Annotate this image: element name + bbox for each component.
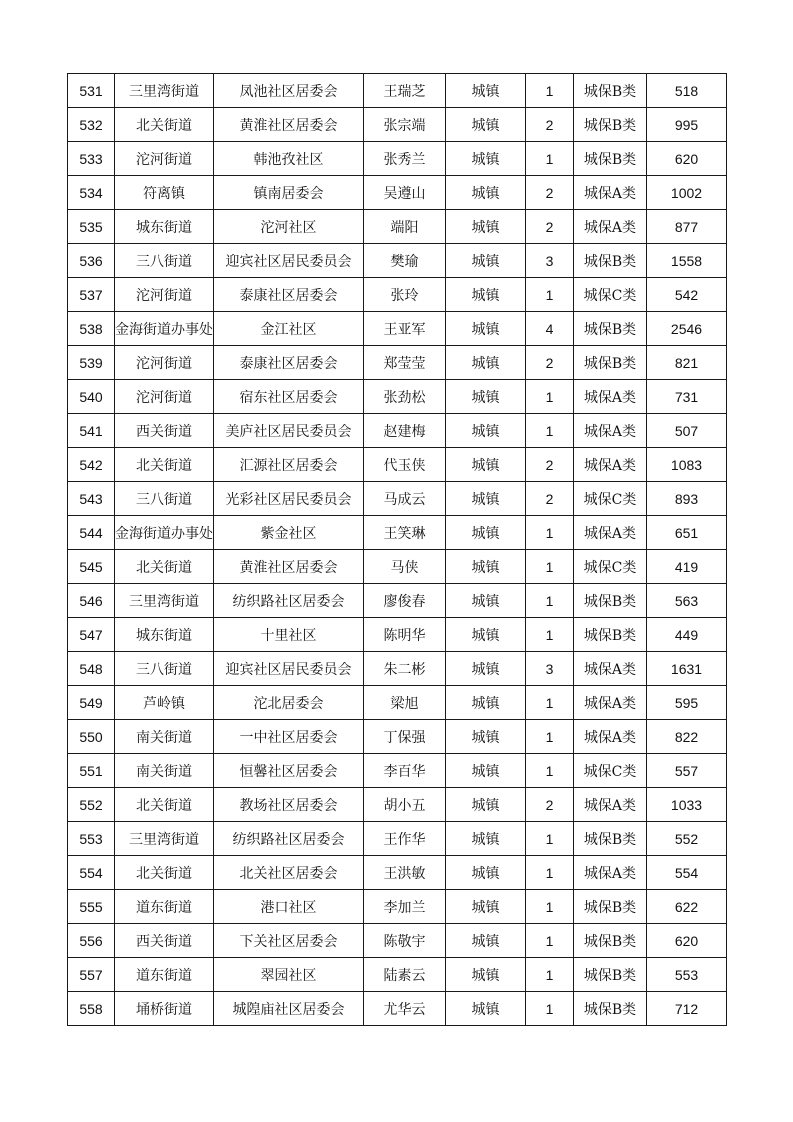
household-count-cell: 1: [526, 618, 574, 652]
table-row: [68, 992, 727, 1026]
amount-cell: 877: [647, 210, 727, 244]
insurance-category-cell: 城保C类: [574, 754, 647, 788]
insurance-category-cell: 城保A类: [574, 856, 647, 890]
row-number-cell: 539: [68, 346, 115, 380]
amount-cell: 622: [647, 890, 727, 924]
name-cell: 胡小五: [364, 788, 446, 822]
subdistrict-cell: 芦岭镇: [115, 686, 214, 720]
subdistrict-cell: 南关街道: [115, 720, 214, 754]
subdistrict-cell: 金海街道办事处: [115, 516, 214, 550]
insurance-category-cell: 城保B类: [574, 584, 647, 618]
household-count-cell: 2: [526, 482, 574, 516]
community-cell: 一中社区居委会: [214, 720, 364, 754]
area-type-cell: 城镇: [446, 414, 526, 448]
household-count-cell: 2: [526, 448, 574, 482]
table-row: [68, 550, 727, 584]
table-row: [68, 618, 727, 652]
community-cell: 港口社区: [214, 890, 364, 924]
community-cell: 纺织路社区居委会: [214, 584, 364, 618]
community-cell: 北关社区居委会: [214, 856, 364, 890]
household-count-cell: 1: [526, 890, 574, 924]
row-number-cell: 558: [68, 992, 115, 1026]
area-type-cell: 城镇: [446, 618, 526, 652]
subdistrict-cell: 北关街道: [115, 788, 214, 822]
area-type-cell: 城镇: [446, 584, 526, 618]
name-cell: 陈明华: [364, 618, 446, 652]
household-count-cell: 2: [526, 176, 574, 210]
community-cell: 沱北居委会: [214, 686, 364, 720]
table-row: [68, 74, 727, 108]
row-number-cell: 531: [68, 74, 115, 108]
table-row: [68, 720, 727, 754]
insurance-category-cell: 城保A类: [574, 448, 647, 482]
household-count-cell: 1: [526, 720, 574, 754]
area-type-cell: 城镇: [446, 108, 526, 142]
amount-cell: 419: [647, 550, 727, 584]
household-count-cell: 2: [526, 788, 574, 822]
name-cell: 代玉侠: [364, 448, 446, 482]
household-count-cell: 1: [526, 686, 574, 720]
insurance-category-cell: 城保C类: [574, 278, 647, 312]
insurance-category-cell: 城保A类: [574, 788, 647, 822]
insurance-category-cell: 城保A类: [574, 686, 647, 720]
amount-cell: 1083: [647, 448, 727, 482]
subdistrict-cell: 金海街道办事处: [115, 312, 214, 346]
area-type-cell: 城镇: [446, 652, 526, 686]
community-cell: 黄淮社区居委会: [214, 108, 364, 142]
community-cell: 泰康社区居委会: [214, 278, 364, 312]
row-number-cell: 548: [68, 652, 115, 686]
table-row: [68, 822, 727, 856]
name-cell: 王洪敏: [364, 856, 446, 890]
insurance-category-cell: 城保B类: [574, 618, 647, 652]
amount-cell: 821: [647, 346, 727, 380]
insurance-category-cell: 城保A类: [574, 516, 647, 550]
subdistrict-cell: 符离镇: [115, 176, 214, 210]
household-count-cell: 1: [526, 142, 574, 176]
area-type-cell: 城镇: [446, 958, 526, 992]
amount-cell: 2546: [647, 312, 727, 346]
insurance-category-cell: 城保B类: [574, 74, 647, 108]
table-row: [68, 856, 727, 890]
insurance-category-cell: 城保B类: [574, 244, 647, 278]
table-row: [68, 754, 727, 788]
household-count-cell: 1: [526, 856, 574, 890]
area-type-cell: 城镇: [446, 856, 526, 890]
household-count-cell: 2: [526, 210, 574, 244]
area-type-cell: 城镇: [446, 550, 526, 584]
name-cell: 梁旭: [364, 686, 446, 720]
table-row: [68, 924, 727, 958]
insurance-category-cell: 城保C类: [574, 550, 647, 584]
subdistrict-cell: 三里湾街道: [115, 74, 214, 108]
row-number-cell: 547: [68, 618, 115, 652]
row-number-cell: 542: [68, 448, 115, 482]
row-number-cell: 549: [68, 686, 115, 720]
insurance-category-cell: 城保C类: [574, 482, 647, 516]
area-type-cell: 城镇: [446, 720, 526, 754]
household-count-cell: 1: [526, 74, 574, 108]
name-cell: 樊瑜: [364, 244, 446, 278]
row-number-cell: 538: [68, 312, 115, 346]
area-type-cell: 城镇: [446, 448, 526, 482]
name-cell: 朱二彬: [364, 652, 446, 686]
row-number-cell: 534: [68, 176, 115, 210]
subdistrict-cell: 西关街道: [115, 414, 214, 448]
subdistrict-cell: 沱河街道: [115, 380, 214, 414]
household-count-cell: 3: [526, 244, 574, 278]
table-row: [68, 482, 727, 516]
insurance-category-cell: 城保A类: [574, 210, 647, 244]
subdistrict-cell: 城东街道: [115, 210, 214, 244]
household-count-cell: 1: [526, 414, 574, 448]
table-row: [68, 958, 727, 992]
area-type-cell: 城镇: [446, 380, 526, 414]
area-type-cell: 城镇: [446, 142, 526, 176]
community-cell: 黄淮社区居委会: [214, 550, 364, 584]
community-cell: 沱河社区: [214, 210, 364, 244]
name-cell: 赵建梅: [364, 414, 446, 448]
community-cell: 迎宾社区居民委员会: [214, 244, 364, 278]
amount-cell: 731: [647, 380, 727, 414]
name-cell: 张秀兰: [364, 142, 446, 176]
name-cell: 端阳: [364, 210, 446, 244]
community-cell: 宿东社区居委会: [214, 380, 364, 414]
subdistrict-cell: 三八街道: [115, 482, 214, 516]
area-type-cell: 城镇: [446, 176, 526, 210]
name-cell: 张玲: [364, 278, 446, 312]
community-cell: 教场社区居委会: [214, 788, 364, 822]
area-type-cell: 城镇: [446, 74, 526, 108]
amount-cell: 651: [647, 516, 727, 550]
amount-cell: 712: [647, 992, 727, 1026]
row-number-cell: 544: [68, 516, 115, 550]
table-body: [68, 74, 727, 1026]
table-row: [68, 788, 727, 822]
table-row: [68, 584, 727, 618]
subdistrict-cell: 埇桥街道: [115, 992, 214, 1026]
community-cell: 纺织路社区居委会: [214, 822, 364, 856]
name-cell: 马侠: [364, 550, 446, 584]
row-number-cell: 543: [68, 482, 115, 516]
row-number-cell: 540: [68, 380, 115, 414]
area-type-cell: 城镇: [446, 890, 526, 924]
subdistrict-cell: 沱河街道: [115, 278, 214, 312]
insurance-category-cell: 城保B类: [574, 958, 647, 992]
name-cell: 王笑琳: [364, 516, 446, 550]
row-number-cell: 546: [68, 584, 115, 618]
area-type-cell: 城镇: [446, 244, 526, 278]
household-count-cell: 1: [526, 958, 574, 992]
name-cell: 王亚军: [364, 312, 446, 346]
amount-cell: 563: [647, 584, 727, 618]
amount-cell: 1558: [647, 244, 727, 278]
amount-cell: 553: [647, 958, 727, 992]
name-cell: 李加兰: [364, 890, 446, 924]
row-number-cell: 557: [68, 958, 115, 992]
household-count-cell: 1: [526, 550, 574, 584]
community-cell: 恒馨社区居委会: [214, 754, 364, 788]
insurance-category-cell: 城保B类: [574, 142, 647, 176]
subdistrict-cell: 三八街道: [115, 652, 214, 686]
community-cell: 金江社区: [214, 312, 364, 346]
name-cell: 吴遵山: [364, 176, 446, 210]
insurance-category-cell: 城保B类: [574, 890, 647, 924]
amount-cell: 449: [647, 618, 727, 652]
community-cell: 镇南居委会: [214, 176, 364, 210]
area-type-cell: 城镇: [446, 788, 526, 822]
household-count-cell: 1: [526, 754, 574, 788]
amount-cell: 893: [647, 482, 727, 516]
subdistrict-cell: 北关街道: [115, 856, 214, 890]
subdistrict-cell: 西关街道: [115, 924, 214, 958]
household-count-cell: 2: [526, 108, 574, 142]
amount-cell: 542: [647, 278, 727, 312]
name-cell: 王瑞芝: [364, 74, 446, 108]
subdistrict-cell: 道东街道: [115, 958, 214, 992]
table-row: [68, 176, 727, 210]
community-cell: 汇源社区居委会: [214, 448, 364, 482]
amount-cell: 557: [647, 754, 727, 788]
subdistrict-cell: 三里湾街道: [115, 822, 214, 856]
community-cell: 泰康社区居委会: [214, 346, 364, 380]
row-number-cell: 554: [68, 856, 115, 890]
name-cell: 廖俊春: [364, 584, 446, 618]
insurance-category-cell: 城保B类: [574, 346, 647, 380]
insurance-category-cell: 城保B类: [574, 924, 647, 958]
table-row: [68, 890, 727, 924]
area-type-cell: 城镇: [446, 346, 526, 380]
row-number-cell: 545: [68, 550, 115, 584]
area-type-cell: 城镇: [446, 686, 526, 720]
row-number-cell: 553: [68, 822, 115, 856]
row-number-cell: 555: [68, 890, 115, 924]
household-count-cell: 1: [526, 822, 574, 856]
insurance-category-cell: 城保A类: [574, 414, 647, 448]
amount-cell: 507: [647, 414, 727, 448]
amount-cell: 995: [647, 108, 727, 142]
table-row: [68, 686, 727, 720]
amount-cell: 620: [647, 924, 727, 958]
amount-cell: 1033: [647, 788, 727, 822]
subdistrict-cell: 三八街道: [115, 244, 214, 278]
household-count-cell: 2: [526, 346, 574, 380]
community-cell: 美庐社区居民委员会: [214, 414, 364, 448]
area-type-cell: 城镇: [446, 822, 526, 856]
amount-cell: 552: [647, 822, 727, 856]
table-row: [68, 380, 727, 414]
community-cell: 翠园社区: [214, 958, 364, 992]
insurance-category-cell: 城保B类: [574, 822, 647, 856]
amount-cell: 518: [647, 74, 727, 108]
household-count-cell: 1: [526, 380, 574, 414]
table-row: [68, 210, 727, 244]
community-cell: 下关社区居委会: [214, 924, 364, 958]
table-row: [68, 142, 727, 176]
row-number-cell: 532: [68, 108, 115, 142]
insurance-category-cell: 城保B类: [574, 312, 647, 346]
name-cell: 李百华: [364, 754, 446, 788]
subdistrict-cell: 沱河街道: [115, 142, 214, 176]
insurance-category-cell: 城保B类: [574, 108, 647, 142]
table-row: [68, 516, 727, 550]
records-table: [67, 73, 727, 1026]
insurance-category-cell: 城保A类: [574, 652, 647, 686]
table-row: [68, 652, 727, 686]
subdistrict-cell: 城东街道: [115, 618, 214, 652]
subdistrict-cell: 南关街道: [115, 754, 214, 788]
area-type-cell: 城镇: [446, 482, 526, 516]
area-type-cell: 城镇: [446, 992, 526, 1026]
subdistrict-cell: 北关街道: [115, 108, 214, 142]
household-count-cell: 1: [526, 584, 574, 618]
area-type-cell: 城镇: [446, 924, 526, 958]
table-row: [68, 312, 727, 346]
name-cell: 王作华: [364, 822, 446, 856]
amount-cell: 1002: [647, 176, 727, 210]
amount-cell: 595: [647, 686, 727, 720]
amount-cell: 822: [647, 720, 727, 754]
row-number-cell: 537: [68, 278, 115, 312]
row-number-cell: 541: [68, 414, 115, 448]
table-row: [68, 244, 727, 278]
subdistrict-cell: 沱河街道: [115, 346, 214, 380]
area-type-cell: 城镇: [446, 516, 526, 550]
row-number-cell: 551: [68, 754, 115, 788]
household-count-cell: 1: [526, 516, 574, 550]
name-cell: 尤华云: [364, 992, 446, 1026]
area-type-cell: 城镇: [446, 278, 526, 312]
name-cell: 丁保强: [364, 720, 446, 754]
area-type-cell: 城镇: [446, 312, 526, 346]
table-row: [68, 346, 727, 380]
table-row: [68, 108, 727, 142]
row-number-cell: 556: [68, 924, 115, 958]
subdistrict-cell: 北关街道: [115, 448, 214, 482]
community-cell: 凤池社区居委会: [214, 74, 364, 108]
area-type-cell: 城镇: [446, 210, 526, 244]
row-number-cell: 552: [68, 788, 115, 822]
subdistrict-cell: 北关街道: [115, 550, 214, 584]
insurance-category-cell: 城保B类: [574, 992, 647, 1026]
insurance-category-cell: 城保A类: [574, 176, 647, 210]
row-number-cell: 535: [68, 210, 115, 244]
insurance-category-cell: 城保A类: [574, 380, 647, 414]
community-cell: 光彩社区居民委员会: [214, 482, 364, 516]
subdistrict-cell: 道东街道: [115, 890, 214, 924]
subdistrict-cell: 三里湾街道: [115, 584, 214, 618]
name-cell: 陆素云: [364, 958, 446, 992]
insurance-category-cell: 城保A类: [574, 720, 647, 754]
name-cell: 马成云: [364, 482, 446, 516]
household-count-cell: 1: [526, 992, 574, 1026]
row-number-cell: 533: [68, 142, 115, 176]
amount-cell: 554: [647, 856, 727, 890]
household-count-cell: 4: [526, 312, 574, 346]
community-cell: 十里社区: [214, 618, 364, 652]
community-cell: 韩池孜社区: [214, 142, 364, 176]
row-number-cell: 536: [68, 244, 115, 278]
row-number-cell: 550: [68, 720, 115, 754]
table-row: [68, 414, 727, 448]
community-cell: 紫金社区: [214, 516, 364, 550]
name-cell: 张劲松: [364, 380, 446, 414]
name-cell: 郑莹莹: [364, 346, 446, 380]
amount-cell: 1631: [647, 652, 727, 686]
household-count-cell: 3: [526, 652, 574, 686]
name-cell: 陈敬宇: [364, 924, 446, 958]
table-row: [68, 278, 727, 312]
household-count-cell: 1: [526, 924, 574, 958]
name-cell: 张宗端: [364, 108, 446, 142]
community-cell: 城隍庙社区居委会: [214, 992, 364, 1026]
community-cell: 迎宾社区居民委员会: [214, 652, 364, 686]
area-type-cell: 城镇: [446, 754, 526, 788]
household-count-cell: 1: [526, 278, 574, 312]
table-row: [68, 448, 727, 482]
amount-cell: 620: [647, 142, 727, 176]
